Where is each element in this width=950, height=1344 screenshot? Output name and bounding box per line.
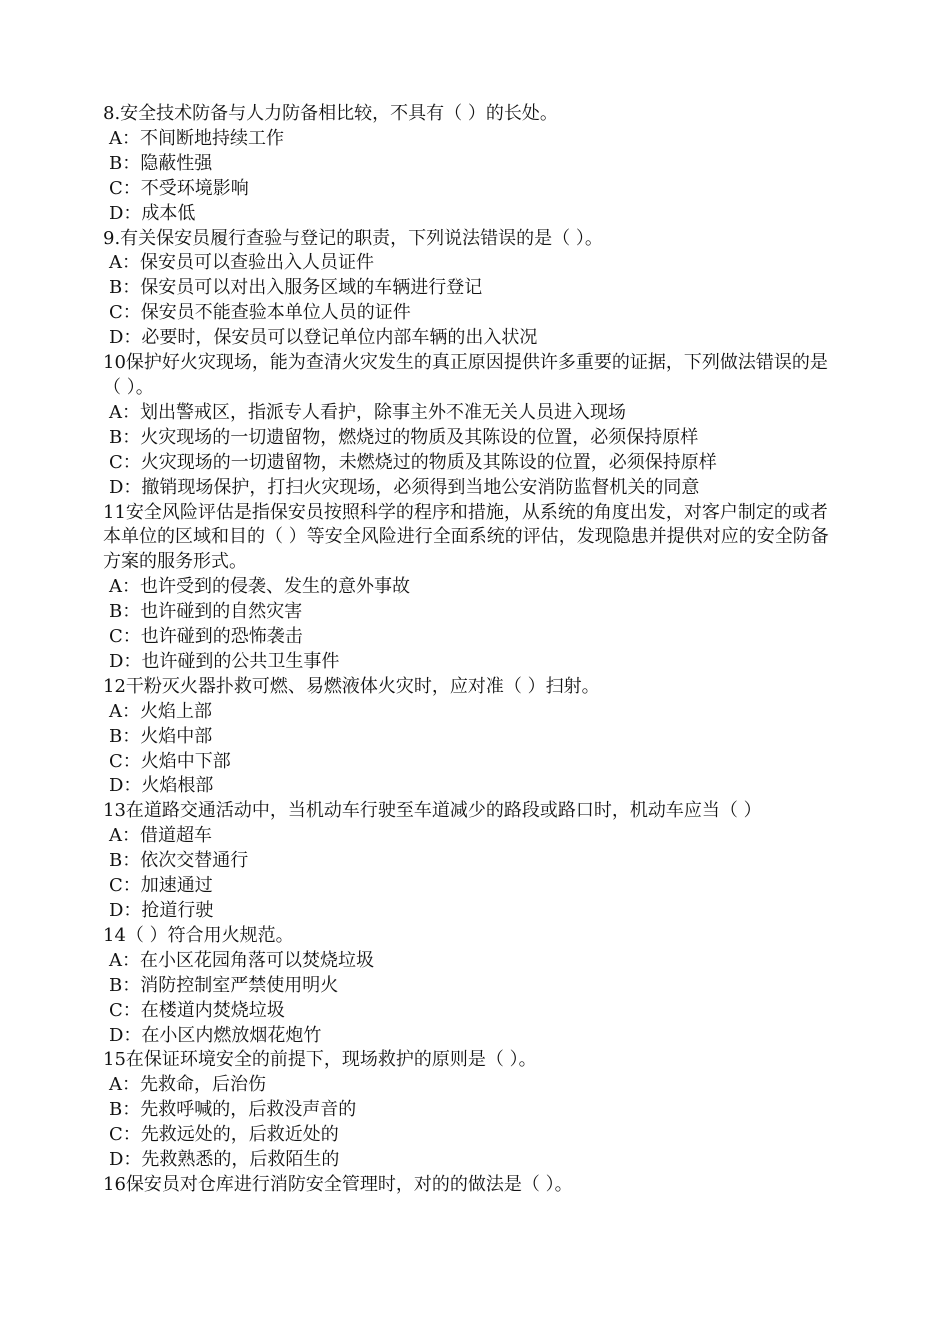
- question-stem: 14（ ）符合用火规范。: [103, 924, 294, 946]
- question-stem: 10保护好火灾现场，能为查清火灾发生的真正原因提供许多重要的证据，下列做法错误的是（ ）。: [103, 352, 828, 398]
- question-stem: 8.安全技术防备与人力防备相比较，不具有（ ）的长处。: [103, 103, 558, 124]
- question-block: [103, 501, 843, 675]
- option-a: A：在小区花园角落可以焚烧垃圾: [109, 949, 374, 971]
- option-a: A：火焰上部: [109, 700, 212, 722]
- option-c: C：不受环境影响: [109, 177, 249, 199]
- question-stem: 13在道路交通活动中，当机动车行驶至车道减少的路段或路口时，机动车应当（ ）: [103, 800, 762, 822]
- option-b: B：隐蔽性强: [109, 152, 213, 174]
- question-block: [103, 227, 843, 352]
- question-block: [103, 102, 843, 227]
- option-a: A：划出警戒区，指派专人看护，除事主外不准无关人员进入现场: [109, 401, 626, 423]
- option-d: D：火焰根部: [109, 775, 214, 797]
- question-block: [103, 351, 843, 500]
- question-block: [103, 1173, 843, 1198]
- option-c: C：火灾现场的一切遗留物，未燃烧过的物质及其陈设的位置，必须保持原样: [109, 451, 717, 473]
- option-a: A：保安员可以查验出入人员证件: [109, 252, 374, 274]
- option-d: D：抢道行驶: [109, 900, 214, 921]
- option-b: B：依次交替通行: [109, 850, 249, 872]
- option-c: C：加速通过: [109, 875, 213, 897]
- option-c: C：也许碰到的恐怖袭击: [109, 626, 303, 648]
- question-block: [103, 675, 843, 800]
- question-stem: 12干粉灭火器扑救可燃、易燃液体火灾时，应对准（ ）扫射。: [103, 675, 600, 697]
- exam-page: [103, 102, 843, 1198]
- question-stem: 15在保证环境安全的前提下，现场救护的原则是（ ）。: [103, 1049, 537, 1071]
- option-b: B：也许碰到的自然灾害: [109, 601, 303, 623]
- option-d: D：必要时，保安员可以登记单位内部车辆的出入状况: [109, 327, 538, 349]
- question-block: [103, 924, 843, 1049]
- option-b: B：火焰中部: [109, 725, 213, 747]
- option-b: B：保安员可以对出入服务区域的车辆进行登记: [109, 277, 483, 299]
- option-d: D：也许碰到的公共卫生事件: [109, 650, 340, 672]
- option-c: C：在楼道内焚烧垃圾: [109, 999, 285, 1021]
- option-b: B：消防控制室严禁使用明火: [109, 974, 339, 996]
- option-a: A：不间断地持续工作: [109, 127, 284, 149]
- option-d: D：在小区内燃放烟花炮竹: [109, 1024, 322, 1046]
- option-d: D：先救熟悉的，后救陌生的: [109, 1149, 340, 1171]
- question-block: [103, 1048, 843, 1173]
- option-c: C：火焰中下部: [109, 750, 231, 772]
- question-stem: 16保安员对仓库进行消防安全管理时，对的的做法是（ ）。: [103, 1173, 573, 1195]
- option-b: B：火灾现场的一切遗留物，燃烧过的物质及其陈设的位置，必须保持原样: [109, 426, 699, 448]
- option-c: C：保安员不能查验本单位人员的证件: [109, 302, 411, 324]
- option-a: A：先救命，后治伤: [109, 1074, 266, 1096]
- question-stem: 9.有关保安员履行查验与登记的职责，下列说法错误的是（ ）。: [103, 227, 603, 249]
- question-block: [103, 799, 843, 924]
- option-c: C：先救远处的，后救近处的: [109, 1124, 339, 1146]
- option-a: A：也许受到的侵袭、发生的意外事故: [109, 576, 410, 598]
- option-b: B：先救呼喊的，后救没声音的: [109, 1099, 357, 1121]
- option-d: D：成本低: [109, 202, 196, 224]
- option-d: D：撤销现场保护，打扫火灾现场，必须得到当地公安消防监督机关的同意: [109, 476, 700, 498]
- question-stem: 11安全风险评估是指保安员按照科学的程序和措施，从系统的角度出发，对客户制定的或者本单位的区域和目的（ ）等安全风险进行全面系统的评估，发现隐患并提供对应的安全防备方案的服务形式。: [103, 501, 829, 573]
- option-a: A：借道超车: [109, 825, 212, 847]
